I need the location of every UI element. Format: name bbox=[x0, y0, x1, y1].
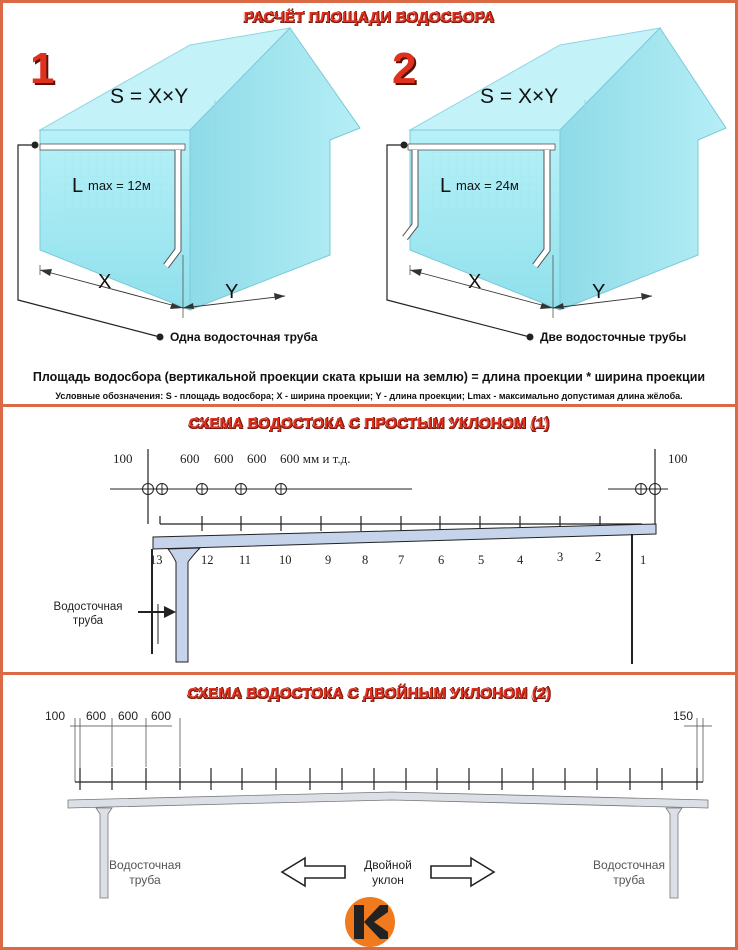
scheme-2-left-offset: 100 bbox=[45, 709, 66, 723]
scheme-2-center-line-1: Двойной bbox=[364, 858, 412, 872]
scheme-2-right-pipe-line-1: Водосточная bbox=[593, 858, 665, 872]
scheme-1-pipe-label bbox=[38, 600, 138, 628]
scheme-2-spacing-1: 600 bbox=[86, 709, 107, 723]
scheme-2-spacing-3: 600 bbox=[151, 709, 172, 723]
scheme-1-spacing-3: 600 bbox=[247, 451, 267, 466]
bracket-number-7: 7 bbox=[398, 553, 405, 567]
scheme-2-left-pipe-line-2: труба bbox=[129, 873, 161, 887]
bracket-number-1: 1 bbox=[640, 553, 647, 567]
scheme-1-diagram bbox=[0, 404, 738, 674]
scheme-2-title: СХЕМА ВОДОСТОКА С ДВОЙНЫМ УКЛОНОМ (2) bbox=[187, 685, 551, 702]
scheme-2-right-offset: 150 bbox=[673, 709, 694, 723]
bracket-number-2: 2 bbox=[595, 550, 602, 564]
house-2-number: 2 bbox=[392, 44, 417, 93]
scheme-1-left-offset: 100 bbox=[113, 451, 133, 466]
bracket-number-12: 12 bbox=[201, 553, 214, 567]
house-1-y-label: Y bbox=[225, 281, 239, 303]
house-2-x-label: X bbox=[468, 271, 482, 293]
brand-logo bbox=[344, 896, 396, 948]
house-2-formula: S = X×Y bbox=[480, 85, 559, 108]
houses-illustration bbox=[0, 0, 738, 400]
scheme-2-left-pipe-label bbox=[100, 858, 190, 888]
bracket-number-9: 9 bbox=[325, 553, 332, 567]
area-formula: Площадь водосбора (вертикальной проекции ската крыши на землю) = длина проекции * ширина проекции bbox=[32, 370, 706, 384]
house-1-x-label: X bbox=[98, 271, 112, 293]
bracket-number-6: 6 bbox=[438, 553, 445, 567]
scheme-1-spacing-4: 600 мм и т.д. bbox=[280, 451, 351, 466]
scheme-2-center-label bbox=[345, 858, 431, 888]
scheme-1-right-offset: 100 bbox=[668, 451, 688, 466]
scheme-1-pipe-label-line-2: труба bbox=[72, 615, 104, 627]
scheme-1-spacing-1: 600 bbox=[180, 451, 200, 466]
legend: Условные обозначения: S - площадь водосбора; X - ширина проекции; Y - длина проекции; Lmax - максимально допустимая длина жёлоба. bbox=[55, 391, 683, 401]
house-1-caption: Одна водосточная труба bbox=[170, 330, 318, 344]
house-2-y-label: Y bbox=[592, 281, 606, 303]
house-1-lmax-letter: L bbox=[72, 175, 84, 197]
scheme-2-right-pipe-label bbox=[584, 858, 674, 888]
scheme-1-pipe-label-line-1: Водосточная bbox=[53, 601, 123, 613]
bracket-number-8: 8 bbox=[362, 553, 369, 567]
house-1 bbox=[18, 28, 360, 341]
bracket-number-10: 10 bbox=[279, 553, 292, 567]
house-2-lmax-letter: L bbox=[440, 175, 452, 197]
house-2 bbox=[387, 28, 726, 341]
scheme-2-center-line-2: уклон bbox=[372, 873, 404, 887]
house-1-number: 1 bbox=[30, 44, 55, 93]
bracket-number-3: 3 bbox=[557, 550, 564, 564]
bracket-number-13: 13 bbox=[150, 553, 163, 567]
scheme-2-left-pipe-line-1: Водосточная bbox=[109, 858, 181, 872]
house-2-caption: Две водосточные трубы bbox=[540, 330, 687, 344]
bracket-number-5: 5 bbox=[478, 553, 485, 567]
house-1-lmax: max = 12м bbox=[88, 178, 151, 193]
house-2-lmax: max = 24м bbox=[456, 178, 519, 193]
house-1-formula: S = X×Y bbox=[110, 85, 189, 108]
scheme-1-spacing-2: 600 bbox=[214, 451, 234, 466]
scheme-2-right-pipe-line-2: труба bbox=[613, 873, 645, 887]
bracket-number-11: 11 bbox=[239, 553, 252, 567]
page-title: РАСЧЁТ ПЛОЩАДИ ВОДОСБОРА bbox=[243, 9, 495, 26]
scheme-2-spacing-2: 600 bbox=[118, 709, 139, 723]
bracket-number-4: 4 bbox=[517, 553, 524, 567]
scheme-1-title: СХЕМА ВОДОСТОКА С ПРОСТЫМ УКЛОНОМ (1) bbox=[188, 415, 550, 432]
